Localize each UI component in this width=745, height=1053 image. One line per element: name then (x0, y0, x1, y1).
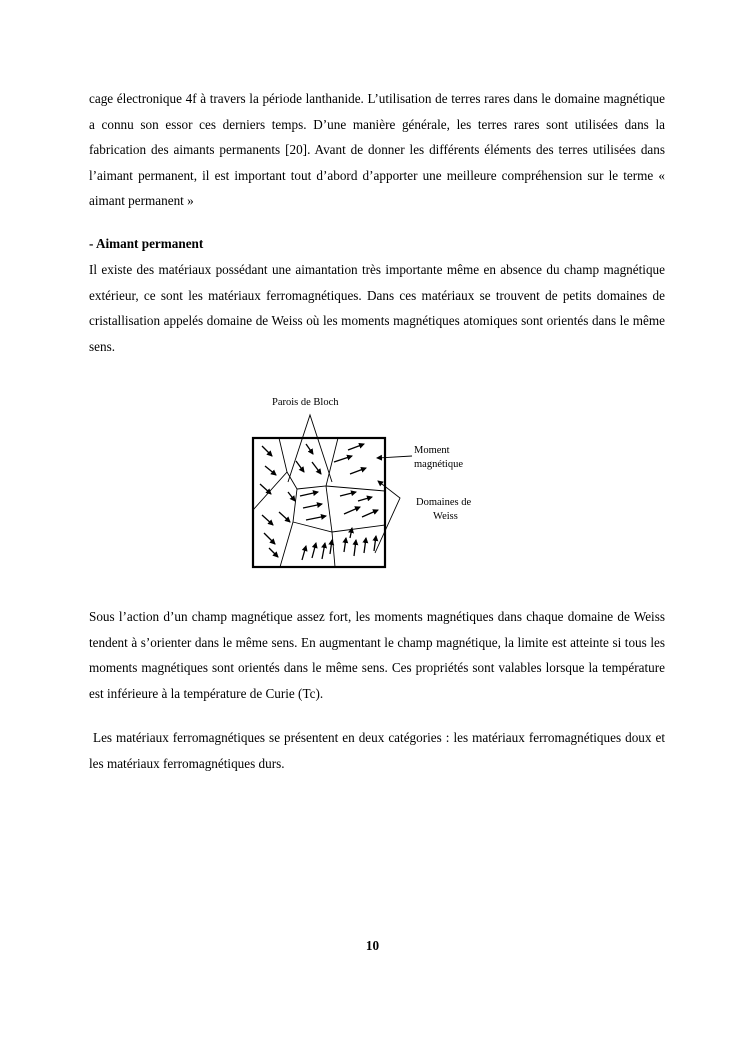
paragraph-intro: cage électronique 4f à travers la période lanthanide. L’utilisation de terres rares dans le domaine magnétique a connu son essor ces derniers temps. D’une manière générale, les terres rares sont utilisées dans la fabrication des aimants permanents [20]. Avant de donner les différents éléments des terres utilisées dans l’aimant permanent, il est important tout d’abord d’apporter une meilleure compréhension sur le terme « aimant permanent » (89, 91, 665, 209)
moment-arrows (260, 444, 378, 560)
weiss-domains-diagram (240, 388, 500, 578)
label-moment-line1: Moment (414, 445, 450, 456)
label-bloch-walls: Parois de Bloch (272, 397, 339, 408)
weiss-domains-figure (240, 388, 500, 578)
paragraph-field-action: Sous l’action d’un champ magnétique assez fort, les moments magnétiques dans chaque domaine de Weiss tendent à s’orienter dans le même sens. En augmentant le champ magnétique, la limite est atteinte si tous les moments magnétiques sont orientés dans le même sens. Ces propriétés sont valables lorsque la température est inférieure à la température de Curie (Tc). (89, 609, 665, 701)
label-domains-line1: Domaines de (416, 497, 472, 508)
page-number: 10 (365, 938, 380, 953)
label-moment-line2: magnétique (414, 459, 463, 470)
paragraph-ferromagnetic: Il existe des matériaux possédant une aimantation très importante même en absence du champ magnétique extérieur, ce sont les matériaux ferromagnétiques. Dans ces matériaux se trouvent de petits domaines de cristallisation appelés domaine de Weiss où les moments magnétiques atomiques sont orientés dans le même sens. (89, 262, 665, 354)
label-domains-line2: Weiss (433, 511, 458, 522)
bloch-wall-pointers (288, 415, 332, 482)
label-pointers (375, 456, 412, 553)
section-heading: - Aimant permanent (89, 236, 204, 251)
paragraph-categories: Les matériaux ferromagnétiques se présentent en deux catégories : les matériaux ferromagnétiques doux et les matériaux ferromagnétiques durs. (89, 730, 669, 771)
